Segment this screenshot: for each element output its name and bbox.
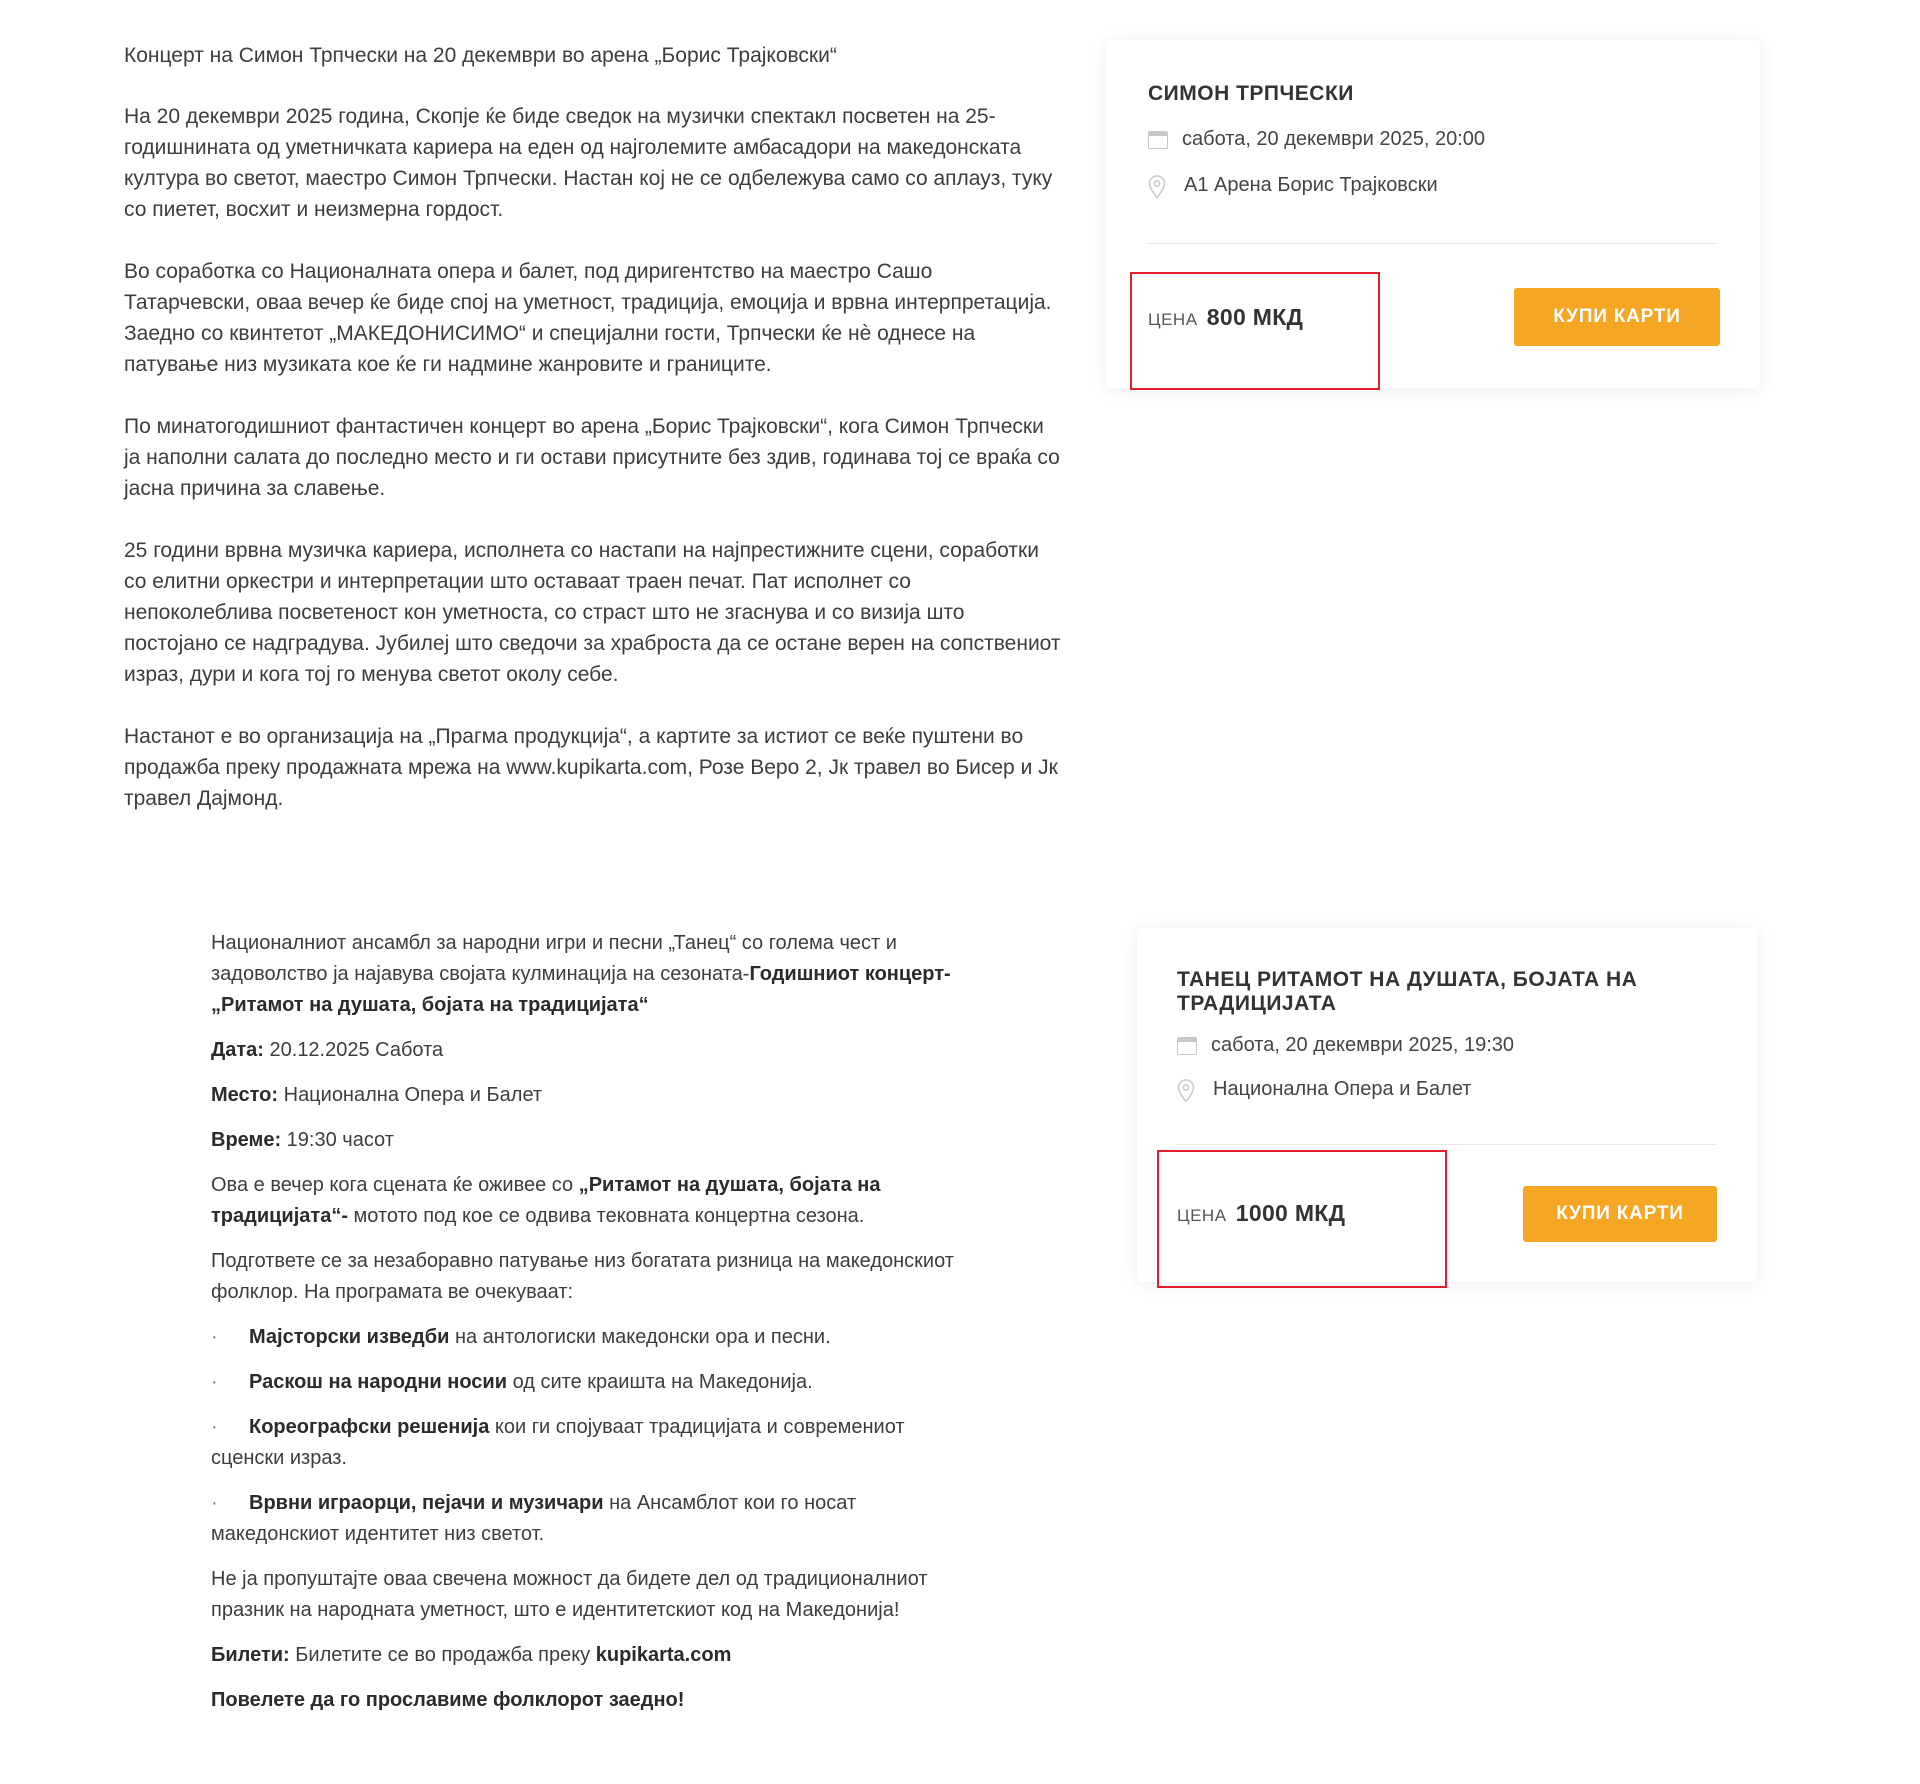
article-lead: Концерт на Симон Трпчески на 20 декември во арена „Борис Трајковски“ (124, 44, 837, 67)
evening-text: Ова е вечер кога сцената ќе оживее со (211, 1174, 579, 1196)
place-line (211, 1080, 971, 1111)
article-paragraph: Настанот е во организација на „Прагма продукција“, а картите за истиот се веќе пуштени во продажба преку продажната мрежа на www.kupikarta.com, Розе Веро 2, Јк травел во Бисер и Јк травел Дајмонд. (124, 725, 1058, 810)
bullet-text: на Ансамблот кои го носат македонскиот идентитет низ светот. (211, 1492, 857, 1545)
price-highlight-box (1157, 1150, 1447, 1288)
price-value: 1000 МКД (1235, 1200, 1346, 1226)
event-card-tanec (1137, 928, 1757, 1282)
list-item (211, 1367, 971, 1398)
closing-line (211, 1685, 971, 1716)
time-label: Време: (211, 1129, 282, 1151)
intro-text: Националниот ансамбл за народни игри и песни „Танец“ со голема чест и задоволство ја најавува својата кулминација на сезоната- (211, 932, 897, 985)
list-item (211, 1488, 971, 1550)
tickets-label: Билети: (211, 1644, 290, 1666)
date-value: 20.12.2025 Сабота (263, 1039, 444, 1061)
intro-bold: Годишниот концерт-„Ритамот на душата, бојата на традицијата“ (211, 963, 951, 1016)
bullet-dot: · (211, 1416, 218, 1438)
event-datetime-row (1177, 1034, 1514, 1057)
event-venue: А1 Арена Борис Трајковски (1184, 174, 1438, 196)
price-label: ЦЕНА (1177, 1206, 1227, 1225)
tickets-line (211, 1640, 971, 1671)
event-venue-row (1177, 1078, 1471, 1101)
divider (1177, 1144, 1717, 1145)
calendar-icon (1148, 131, 1168, 149)
date-line (211, 1035, 971, 1066)
article-trpcheski (124, 40, 1064, 845)
bullet-bold: Мајсторски изведби (249, 1326, 450, 1348)
dont-miss-paragraph: Не ја пропуштајте оваа свечена можност да бидете дел од традиционалниот празник на народната уметност, што е идентитетскиот код на Македонија! (211, 1568, 928, 1621)
price-highlight-box (1130, 272, 1380, 390)
closing-text: Повелете да го прославиме фолклорот заедно! (211, 1689, 685, 1711)
time-line (211, 1125, 971, 1156)
tickets-text: Билетите се во продажба преку (289, 1644, 596, 1666)
article-paragraph: Во соработка со Националната опера и балет, под диригентство на маестро Сашо Татарчевски, оваа вечер ќе биде спој на уметност, традиција, емоција и врвна интерпретација. Заедно со квинтетот „МАКЕДОНИСИМО“ и специјални гости, Трпчески ќе нè однесе на патување низ музиката кое ќе ги надмине жанровите и границите. (124, 260, 1052, 376)
location-pin-icon (1148, 175, 1170, 197)
list-item (211, 1412, 971, 1474)
event-venue: Национална Опера и Балет (1213, 1078, 1472, 1100)
event-datetime-row (1148, 128, 1485, 151)
divider (1148, 243, 1718, 244)
intro-paragraph (211, 928, 971, 1021)
calendar-icon (1177, 1037, 1197, 1055)
bullet-dot: · (211, 1492, 218, 1514)
event-datetime: сабота, 20 декември 2025, 19:30 (1211, 1034, 1515, 1056)
event-datetime: сабота, 20 декември 2025, 20:00 (1182, 128, 1486, 150)
bullet-bold: Врвни играорци, пејачи и музичари (249, 1492, 604, 1514)
article-paragraph: По минатогодишниот фантастичен концерт во арена „Борис Трајковски“, кога Симон Трпчески ја наполни салата до последно место и ги остави присутните без здив, годинава тој се враќа со јасна причина за славење. (124, 415, 1060, 500)
tickets-link[interactable]: kupikarta.com (595, 1644, 732, 1666)
bullet-bold: Раскош на народни носии (249, 1371, 508, 1393)
prepare-paragraph: Подгответе се за незаборавно патување низ богатата ризница на македонскиот фолклор. На програмата ве очекуваат: (211, 1250, 954, 1303)
price-label: ЦЕНА (1148, 310, 1198, 329)
time-value: 19:30 часот (281, 1129, 394, 1151)
event-venue-row (1148, 174, 1438, 197)
event-title: СИМОН ТРПЧЕСКИ (1148, 82, 1354, 105)
bullet-dot: · (211, 1371, 218, 1393)
buy-tickets-button[interactable]: КУПИ КАРТИ (1523, 1186, 1717, 1242)
article-paragraph: 25 години врвна музичка кариера, исполнета со настапи на најпрестижните сцени, соработки со елитни оркестри и интерпретации што оставаат траен печат. Пат исполнет со непоколеблива посветеност кон уметноста, со страст што не згаснува и со визија што постојано се надградува. Јубилеј што сведочи за храброста да се остане верен на сопствениот израз, дури и кога тој го менува светот околу себе. (124, 539, 1061, 686)
bullet-text: на антологиски македонски ора и песни. (449, 1326, 831, 1348)
place-label: Место: (211, 1084, 279, 1106)
place-value: Национална Опера и Балет (278, 1084, 543, 1106)
bullet-bold: Кореографски решенија (249, 1416, 490, 1438)
bullet-dot: · (211, 1326, 218, 1348)
event-title: ТАНЕЦ РИТАМОТ НА ДУШАТА, БОЈАТА НА ТРАДИЦИЈАТА (1177, 968, 1638, 1015)
price-value: 800 МКД (1206, 304, 1304, 330)
date-label: Дата: (211, 1039, 264, 1061)
evening-bold: „Ритамот на душата, бојата на традицијата“- (211, 1174, 881, 1227)
list-item (211, 1322, 971, 1353)
evening-text-2: мотото под кое се одвива тековната концертна сезона. (347, 1205, 865, 1227)
event-card-trpcheski (1106, 40, 1760, 388)
article-tanec (211, 928, 971, 1730)
evening-paragraph (211, 1170, 971, 1232)
bullet-text: од сите краишта на Македонија. (507, 1371, 813, 1393)
article-paragraph: На 20 декември 2025 година, Скопје ќе биде сведок на музички спектакл посветен на 25-годишнината од уметничката кариера на еден од најголемите амбасадори на македонската култура во светот, маестро Симон Трпчески. Настан кој не се одбележува само со аплауз, туку со пиетет, восхит и неизмерна гордост. (124, 105, 1053, 221)
bullet-text: кои ги спојуваат традицијата и современиот сценски израз. (211, 1416, 905, 1469)
location-pin-icon (1177, 1079, 1199, 1101)
buy-tickets-button[interactable]: КУПИ КАРТИ (1514, 288, 1720, 346)
